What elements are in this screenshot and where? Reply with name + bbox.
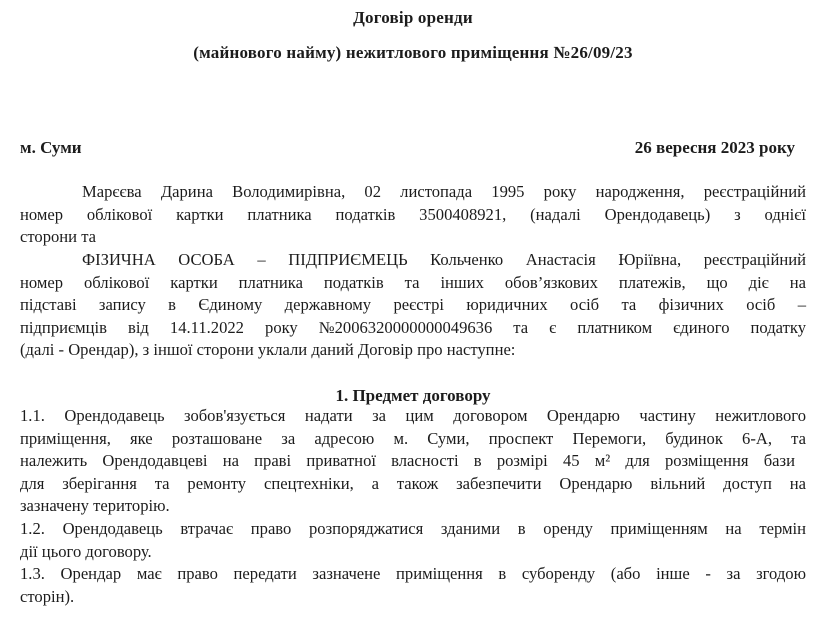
contract-subtitle: (майнового найму) нежитлового приміщення №26/09/23: [193, 43, 633, 62]
party-lessee-paragraph: [20, 249, 806, 362]
text-line: 1.3. Орендар має право передати зазначене приміщення в суборенду (або інше - за згодою: [20, 564, 806, 583]
contract-city: м. Суми: [20, 138, 82, 157]
text-line: номер облікової картки платника податків та інших обов’язкових платежів, що діє на: [20, 272, 806, 292]
clause-1-3: [20, 563, 806, 608]
text-line: зазначену територію.: [20, 496, 170, 515]
text-line: номер облікової картки платника податків 3500408921, (надалі Орендодавець) з однієї: [20, 204, 806, 224]
clause-1-1: [20, 405, 806, 518]
text-line: підприємців від 14.11.2022 року №2006320000000049636 та є платником єдиного податку: [20, 317, 806, 337]
section-heading: 1. Предмет договору: [335, 386, 491, 405]
contract-date: 26 вересня 2023 року: [634, 138, 795, 157]
text-line: підставі запису в Єдиному державному реєстрі юридичних осіб та фізичних осіб –: [20, 295, 806, 314]
text-line: ФІЗИЧНА ОСОБА – ПІДПРИЄМЕЦЬ Кольченко Анастасія Юріївна, реєстраційний: [82, 250, 806, 269]
text-line: (далі - Орендар), з іншої сторони уклали даний Договір про наступне:: [20, 340, 516, 359]
text-line: дії цього договору.: [20, 541, 152, 561]
text-line: сторони та: [20, 227, 97, 246]
party-lessor-paragraph: [20, 181, 806, 249]
text-line: належить Орендодавцеві на праві приватної власності в розмірі 45 м² для розміщення бази: [20, 451, 795, 470]
text-line: приміщення, яке розташоване за адресою м. Суми, проспект Перемоги, будинок 6-А, та: [20, 428, 806, 448]
clause-1-2: [20, 518, 806, 563]
text-line: сторін).: [20, 586, 75, 606]
text-line: 1.1. Орендодавець зобов'язується надати за цим договором Орендарю частину нежитлового: [20, 406, 806, 425]
text-line: Марєєва Дарина Володимирівна, 02 листопада 1995 року народження, реєстраційний: [82, 182, 806, 201]
text-line: для зберігання та ремонту спецтехніки, а також забезпечити Орендарю вільний доступ на: [20, 473, 806, 493]
text-line: 1.2. Орендодавець втрачає право розпоряджатися зданими в оренду приміщенням на термін: [20, 519, 806, 538]
contract-title: Договір оренди: [353, 8, 473, 27]
